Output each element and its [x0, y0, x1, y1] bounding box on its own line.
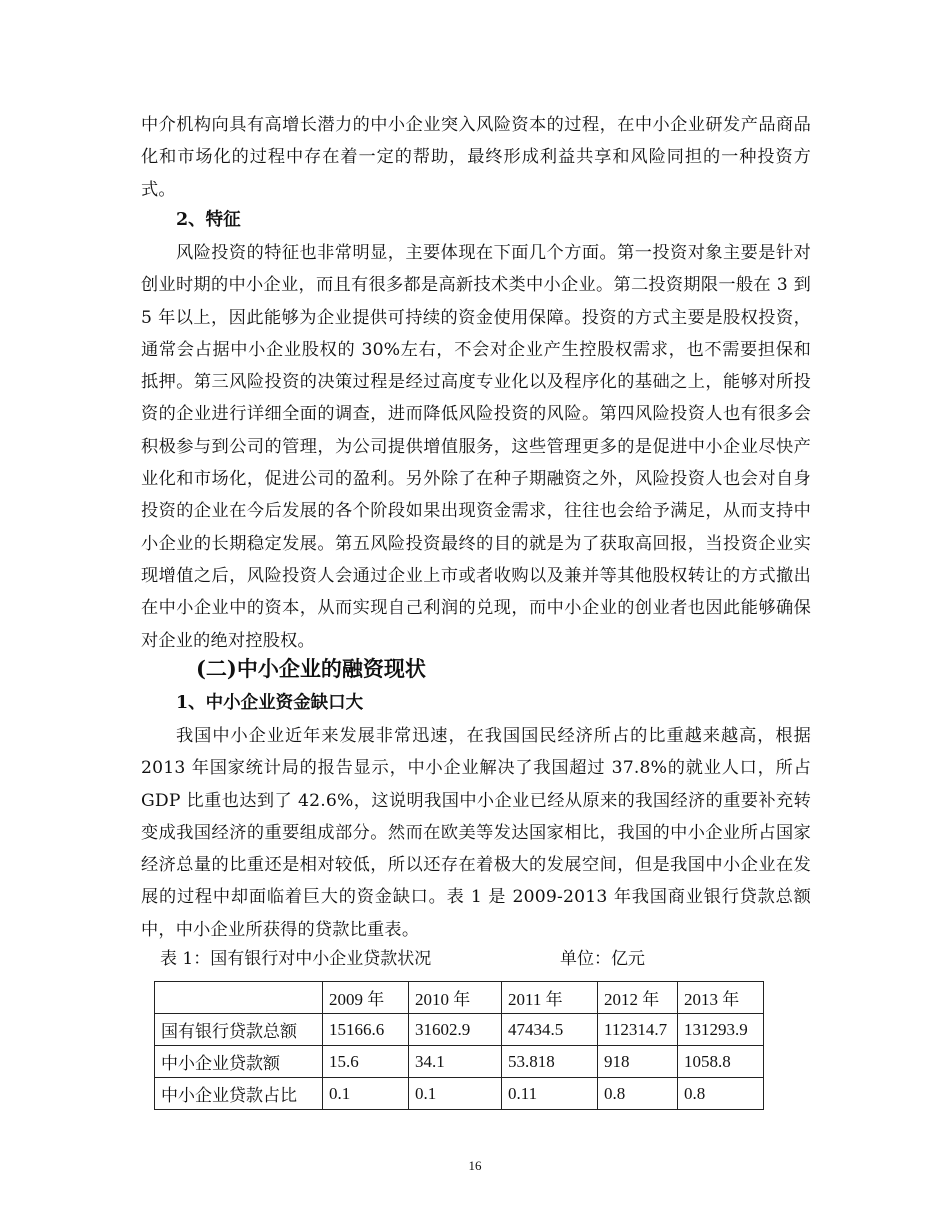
- table-header-cell: [155, 982, 323, 1014]
- table-cell: 0.8: [678, 1078, 764, 1110]
- paragraph-feature: 风险投资的特征也非常明显，主要体现在下面几个方面。第一投资对象主要是针对创业时期的中小企业，而且有很多都是高新技术类中小企业。第二投资期限一般在 3 到 5 年以上，因此能够为企业提供可持续的资金使用保障。投资的方式主要是股权投资，通常会占据中小企业股权的 30%左右，不会对企业产生控股权需求，也不需要担保和抵押。第三风险投资的决策过程是经过高度专业化以及程序化的基础之上，能够对所投资的企业进行详细全面的调查，进而降低风险投资的风险。第四风险投资人也有很多会积极参与到公司的管理，为公司提供增值服务，这些管理更多的是促进中小企业尽快产业化和市场化，促进公司的盈利。另外除了在种子期融资之外，风险投资人也会对自身投资的企业在今后发展的各个阶段如果出现资金需求，往往也会给予满足，从而支持中小企业的长期稳定发展。第五风险投资最终的目的就是为了获取高回报，当投资企业实现增值之后，风险投资人会通过企业上市或者收购以及兼并等其他股权转让的方式撤出在中小企业中的资本，从而实现自己利润的兑现，而中小企业的创业者也因此能够确保对企业的绝对控股权。: [141, 243, 811, 651]
- table-cell: 53.818: [502, 1046, 598, 1078]
- page-number: 16: [468, 1158, 482, 1173]
- table-header-cell: 2009 年: [323, 982, 409, 1014]
- table-cell: 15166.6: [323, 1014, 409, 1046]
- table-caption: [160, 944, 810, 974]
- table-header-cell: 2010 年: [409, 982, 502, 1014]
- table-cell: 15.6: [323, 1046, 409, 1078]
- table-header-cell: 2011 年: [502, 982, 598, 1014]
- table-cell: 国有银行贷款总额: [155, 1014, 323, 1046]
- table-header-row: [155, 982, 764, 1014]
- table-cell: 34.1: [409, 1046, 502, 1078]
- table-cell: 0.8: [598, 1078, 678, 1110]
- table-header-cell: 2013 年: [678, 982, 764, 1014]
- table-unit: 单位：亿元: [560, 949, 645, 969]
- table-cell: 31602.9: [409, 1014, 502, 1046]
- table-cell: 918: [598, 1046, 678, 1078]
- table-cell: 112314.7: [598, 1014, 678, 1046]
- paragraph-capital-gap: 我国中小企业近年来发展非常迅速，在我国国民经济所占的比重越来越高，根据 2013 年国家统计局的报告显示，中小企业解决了我国超过 37.8%的就业人口，所占 GDP 比重也达到了 42.6%，这说明我国中小企业已经从原来的我国经济的重要补充转变成我国经济的重要组成部分。然而在欧美等发达国家相比，我国的中小企业所占国家经济总量的比重还是相对较低，所以还存在着极大的发展空间，但是我国中小企业在发展的过程中却面临着巨大的资金缺口。表 1 是 2009-2013 年我国商业银行贷款总额中，中小企业所获得的贷款比重表。: [141, 726, 811, 940]
- table-row: [155, 1078, 764, 1110]
- table-cell: 0.11: [502, 1078, 598, 1110]
- table-cell: 131293.9: [678, 1014, 764, 1046]
- table-cell: 0.1: [409, 1078, 502, 1110]
- table-title: 表 1：国有银行对中小企业贷款状况: [160, 949, 432, 969]
- table-cell: 1058.8: [678, 1046, 764, 1078]
- table-row: [155, 1046, 764, 1078]
- heading-capital-gap: 1、中小企业资金缺口大: [176, 693, 364, 713]
- table-cell: 中小企业贷款额: [155, 1046, 323, 1078]
- table-header-cell: 2012 年: [598, 982, 678, 1014]
- table-cell: 0.1: [323, 1078, 409, 1110]
- table-cell: 47434.5: [502, 1014, 598, 1046]
- table-row: [155, 1014, 764, 1046]
- section-heading: (二)中小企业的融资现状: [196, 656, 426, 681]
- paragraph-intro: 中介机构向具有高增长潜力的中小企业突入风险资本的过程，在中小企业研发产品商品化和市场化的过程中存在着一定的帮助，最终形成利益共享和风险同担的一种投资方式。: [141, 115, 811, 200]
- loan-table: [154, 981, 764, 1110]
- table-cell: 中小企业贷款占比: [155, 1078, 323, 1110]
- heading-feature: 2、特征: [176, 210, 241, 230]
